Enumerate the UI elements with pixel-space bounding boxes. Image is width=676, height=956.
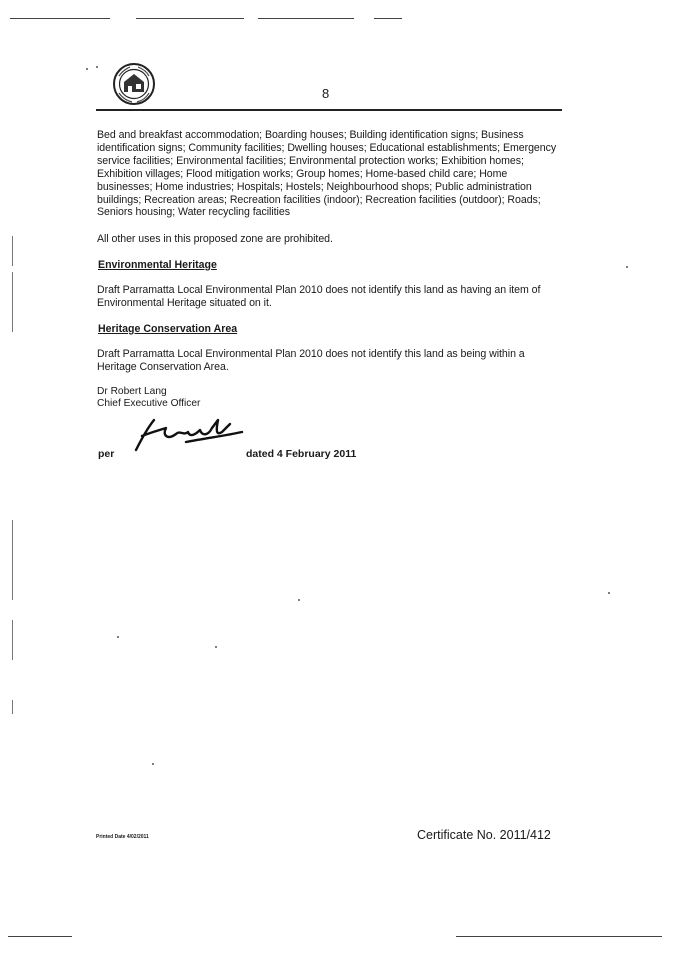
heritage-conservation-heading: Heritage Conservation Area [98, 323, 238, 335]
scan-speck [215, 646, 217, 648]
page-number: 8 [322, 86, 330, 101]
printed-date: Printed Date 4/02/2011 [96, 834, 149, 840]
scan-speck [86, 68, 88, 70]
header-rule [96, 109, 562, 111]
environmental-heritage-heading: Environmental Heritage [98, 259, 217, 271]
scan-speck [298, 599, 300, 601]
permitted-uses-paragraph: Bed and breakfast accommodation; Boarding houses; Building identification signs; Business identification signs; Community facilities; Dwelling houses; Educational establishments; Emergency service facilities; Environmental facilities; Environmental protection works; Exhibition homes; Exhibition villages; Flood mitigation works; Group homes; Home-based child care; Home businesses; Home industries; Hospitals; Hostels; Neighbourhood shops; Public administration buildings; Recreation areas; Recreation facilities (indoor); Recreation facilities (outdoor); Roads; Seniors housing; Water recycling facilities [97, 129, 557, 219]
scan-artifact [12, 272, 13, 332]
council-seal-icon [110, 62, 158, 106]
scan-edge-line [374, 18, 402, 19]
scan-artifact [12, 520, 13, 600]
certificate-number: Certificate No. 2011/412 [417, 828, 551, 842]
dated-label: dated 4 February 2011 [246, 448, 357, 460]
environmental-heritage-text: Draft Parramatta Local Environmental Plan 2010 does not identify this land as having an item of Environmental Heritage situated on it. [97, 284, 541, 309]
scan-edge-line [258, 18, 354, 19]
prohibited-uses-note: All other uses in this proposed zone are prohibited. [97, 233, 333, 245]
heritage-conservation-text: Draft Parramatta Local Environmental Plan 2010 does not identify this land as being within a Heritage Conservation Area. [97, 348, 525, 373]
handwritten-signature [126, 414, 244, 454]
scan-speck [626, 266, 628, 268]
scan-edge-line [10, 18, 110, 19]
scan-speck [117, 636, 119, 638]
scan-edge-line [456, 936, 662, 937]
signatory-title: Chief Executive Officer [97, 398, 201, 409]
scan-speck [608, 592, 610, 594]
scan-artifact [12, 620, 13, 660]
scan-speck [152, 763, 154, 765]
scan-speck [96, 66, 98, 68]
scan-edge-line [136, 18, 244, 19]
scan-artifact [12, 236, 13, 266]
scan-artifact [12, 700, 13, 714]
signatory-name: Dr Robert Lang [97, 386, 167, 397]
scan-edge-line [8, 936, 72, 937]
per-label: per [98, 448, 115, 460]
